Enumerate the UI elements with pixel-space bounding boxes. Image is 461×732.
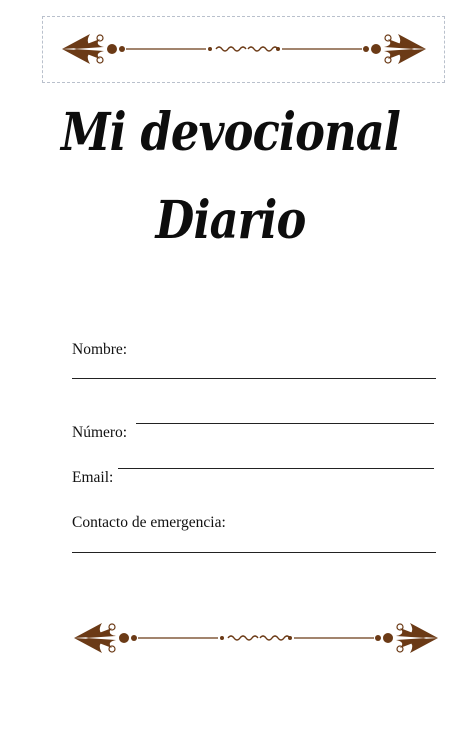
flourish-divider-icon xyxy=(72,619,440,657)
nombre-label: Nombre: xyxy=(72,341,128,358)
numero-line[interactable] xyxy=(136,423,434,424)
emergencia-line[interactable] xyxy=(72,552,436,553)
email-label: Email: xyxy=(72,469,114,486)
email-line[interactable] xyxy=(118,468,434,469)
nombre-line[interactable] xyxy=(72,378,436,379)
flourish-divider-icon xyxy=(60,30,428,68)
title-line-1: Mi devocional xyxy=(61,102,400,163)
title-line-2: Diario xyxy=(155,190,306,251)
numero-label: Número: xyxy=(72,424,128,441)
emergencia-label: Contacto de emergencia: xyxy=(72,514,226,531)
